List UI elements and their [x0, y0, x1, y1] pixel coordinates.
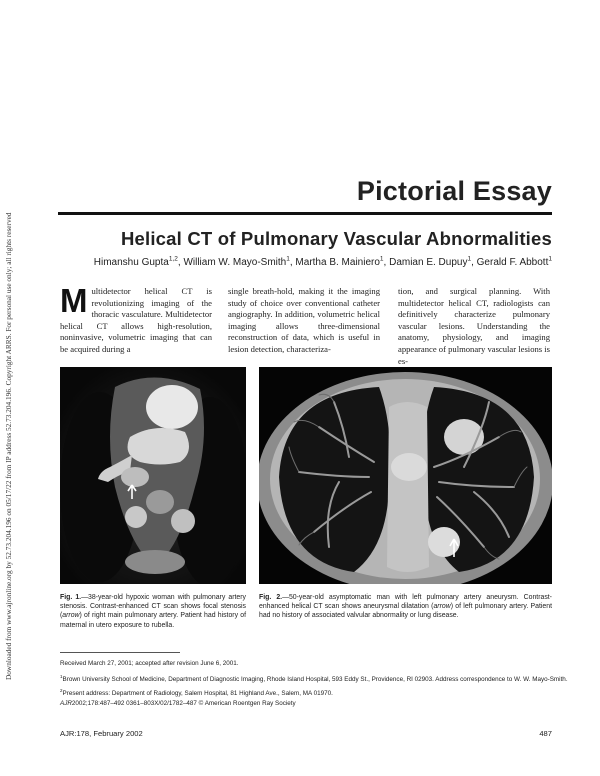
figure-1-caption: Fig. 1.—38-year-old hypoxic woman with pulmonary artery stenosis. Contrast-enhanced CT scan shows focal stenosis (arrow) of right main pulmonary artery. Patient had history of maternal in utero exposure to rubella. — [60, 594, 246, 629]
body-column-3: tion, and surgical planning. With multidetector helical CT, radiologists can definitively characterize pulmonary vascular lesions. Understanding the anatomy, physiology, and imaging appearance of pulmonary vascular lesions is es- — [398, 286, 551, 366]
article-title: Helical CT of Pulmonary Vascular Abnormalities — [120, 228, 552, 249]
body-column-2: single breath-hold, making it the imaging study of choice over conventional catheter angiography. In addition, volumetric helical imaging allows three-dimensional reconstruction of data, which is useful in lesion detection, characteriza- — [228, 286, 380, 354]
title-rule — [58, 212, 552, 215]
body-column-1: Multidetector helical CT is revolutionizing imaging of the thoracic vasculature. Multidetector helical CT allows high-resolution, noninvasive, volumetric imaging that can be acquired during a — [60, 282, 212, 354]
author: Damian E. Dupuy$^1$, — [389, 256, 477, 269]
download-notice: Downloaded from www.ajronline.org by 52.73.204.196 on 05/17/22 from IP address 52.73.204.196. Copyright ARRS. For personal use only; all rights reserved — [4, 212, 13, 680]
author: Himanshu Gupta$^{1,2}$, — [93, 256, 184, 269]
section-title: Pictorial Essay — [356, 176, 552, 206]
article-body — [60, 282, 552, 366]
footnote-rule — [60, 652, 180, 653]
copyright-note: AJR2002;178:487–492 0361–803X/02/1782–487 © American Roentgen Ray Society — [60, 700, 296, 707]
running-foot: AJR:178, February 2002 — [60, 729, 143, 738]
author-list — [94, 256, 552, 268]
affiliation-2: $^2$Present address: Department of Radiology, Salem Hospital, 81 Highland Ave., Salem, MA 01970. — [60, 688, 333, 698]
figure-1-ct-image — [60, 367, 246, 584]
figure-2-ct-image — [259, 367, 552, 584]
author: Martha B. Mainiero$^1$, — [295, 256, 390, 269]
author: William W. Mayo-Smith$^1$, — [183, 256, 296, 269]
received-note: Received March 27, 2001; accepted after revision June 6, 2001. — [60, 660, 239, 667]
affiliation-1: $^1$Brown University School of Medicine, Department of Diagnostic Imaging, Rhode Island Hospital, 593 Eddy St., Providence, RI 02903. Address correspondence to W. W. Mayo-Smith. — [60, 674, 568, 684]
drop-cap: M — [60, 282, 88, 319]
figure-2-caption: Fig. 2.—50-year-old asymptomatic man with left pulmonary artery aneurysm. Contrast-enhanced helical CT scan shows aneurysmal dilatation (arrow) of left pulmonary artery. Patient had no history of associated valvular abnormality or lung disease. — [259, 594, 552, 620]
author: Gerald F. Abbott$^1$ — [476, 256, 552, 269]
page-number: 487 — [539, 729, 552, 738]
